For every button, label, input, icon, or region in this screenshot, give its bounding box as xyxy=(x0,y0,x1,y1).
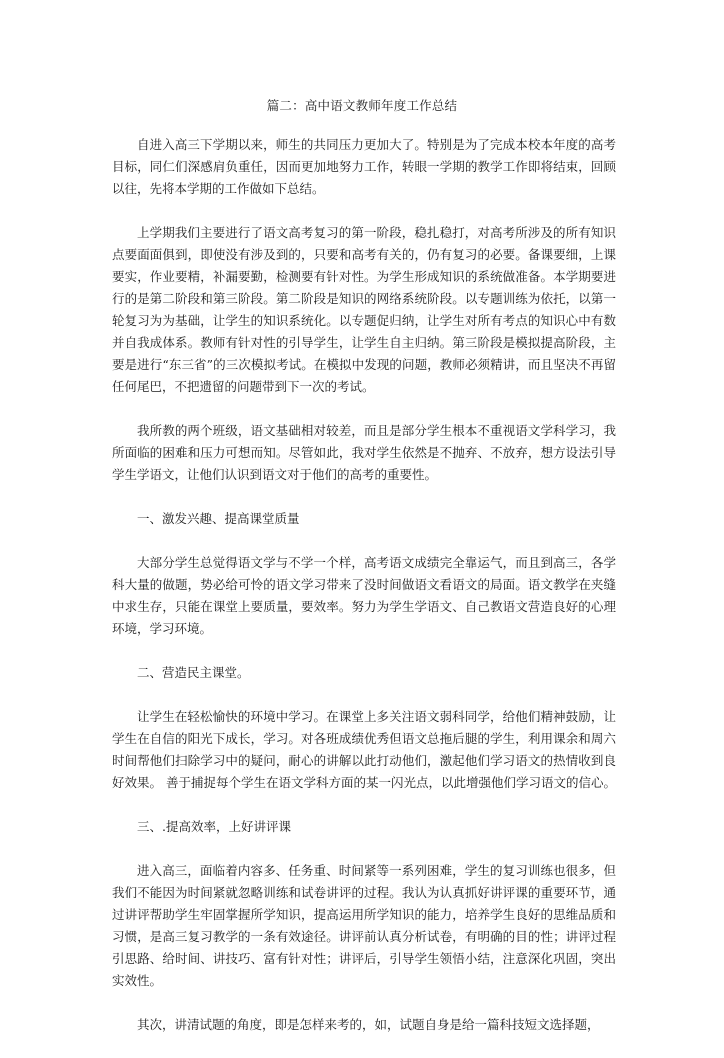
paragraph-section-3: 进入高三，面临着内容多、任务重、时间紧等一系列困难，学生的复习训练也很多，但我们不能因为时间紧就忽略训练和试卷讲评的过程。我认为认真抓好讲评课的重要环节，通过讲评帮助学生牢固掌握所学知识，提高运用所学知识的能力，培养学生良好的思维品质和习惯，是高三复习教学的一条有效途径。讲评前认真分析试卷，有明确的目的性；讲评过程引思路、给时间、讲技巧、富有针对性；讲评后，引导学生领悟小结，注意深化巩固，突出实效性。 xyxy=(112,863,616,988)
document-title: 篇二：高中语文教师年度工作总结 xyxy=(266,98,458,113)
paragraph-review-stages: 上学期我们主要进行了语文高考复习的第一阶段，稳扎稳打，对高考所涉及的所有知识点要面面俱到，即使没有涉及到的，只要和高考有关的，仍有复习的必要。备课要细，上课要实，作业要精，补漏要勤，检测要有针对性。为学生形成知识的系统做准备。本学期要进行的是第二阶段和第三阶段。第二阶段是知识的网络系统阶段。以专题训练为依托，以第一轮复习为为基础，让学生的知识系统化。以专题促归纳，让学生对所有考点的知识心中有数并自我成体系。教师有针对性的引导学生，让学生自主归纳。第三阶段是模拟提高阶段，主要是进行“东三省”的三次模拟考试。在模拟中发现的问题，教师必须精讲，而且坚决不再留任何尾巴，不把遗留的问题带到下一次的考试。 xyxy=(112,225,616,394)
paragraph-secondly: 其次，讲清试题的角度，即是怎样来考的，如，试题自身是给一篇科技短文选择题， xyxy=(137,1017,600,1032)
section-heading-1: 一、激发兴趣、提高课堂质量 xyxy=(137,511,300,526)
paragraph-class-situation: 我所教的两个班级，语文基础相对较差，而且是部分学生根本不重视语文学科学习，我所面临的困难和压力可想而知。尽管如此，我对学生依然是不抛弃、不放弃，想方设法引导学生学语文，让他们认识到语文对于他们的高考的重要性。 xyxy=(112,423,616,482)
section-heading-3: 三、.提高效率，上好讲评课 xyxy=(137,819,291,834)
paragraph-section-2: 让学生在轻松愉快的环境中学习。在课堂上多关注语文弱科同学，给他们精神鼓励，让学生在自信的阳光下成长，学习。对各班成绩优秀但语文总拖后腿的学生，利用课余和周六时间帮他们扫除学习中的疑问，耐心的讲解以此打动他们，激起他们学习语文的热情收到良好效果。 善于捕捉每个学生在语文学科方面的某一闪光点，以此增强他们学习语文的信心。 xyxy=(112,709,616,790)
paragraph-section-1: 大部分学生总觉得语文学与不学一个样，高考语文成绩完全靠运气，而且到高三，各学科大量的做题，势必给可怜的语文学习带来了没时间做语文看语文的局面。语文教学在夹缝中求生存，只能在课堂上要质量，要效率。努力为学生学语文、自己教语文营造良好的心理环境，学习环境。 xyxy=(112,555,616,636)
document-body xyxy=(112,134,616,1058)
paragraph-intro: 自进入高三下学期以来，师生的共同压力更加大了。特别是为了完成本校本年度的高考目标，同仁们深感肩负重任，因而更加地努力工作，转眼一学期的教学工作即将结束，回顾以往，先将本学期的工作做如下总结。 xyxy=(112,137,616,196)
section-heading-2: 二、营造民主课堂。 xyxy=(137,665,250,680)
